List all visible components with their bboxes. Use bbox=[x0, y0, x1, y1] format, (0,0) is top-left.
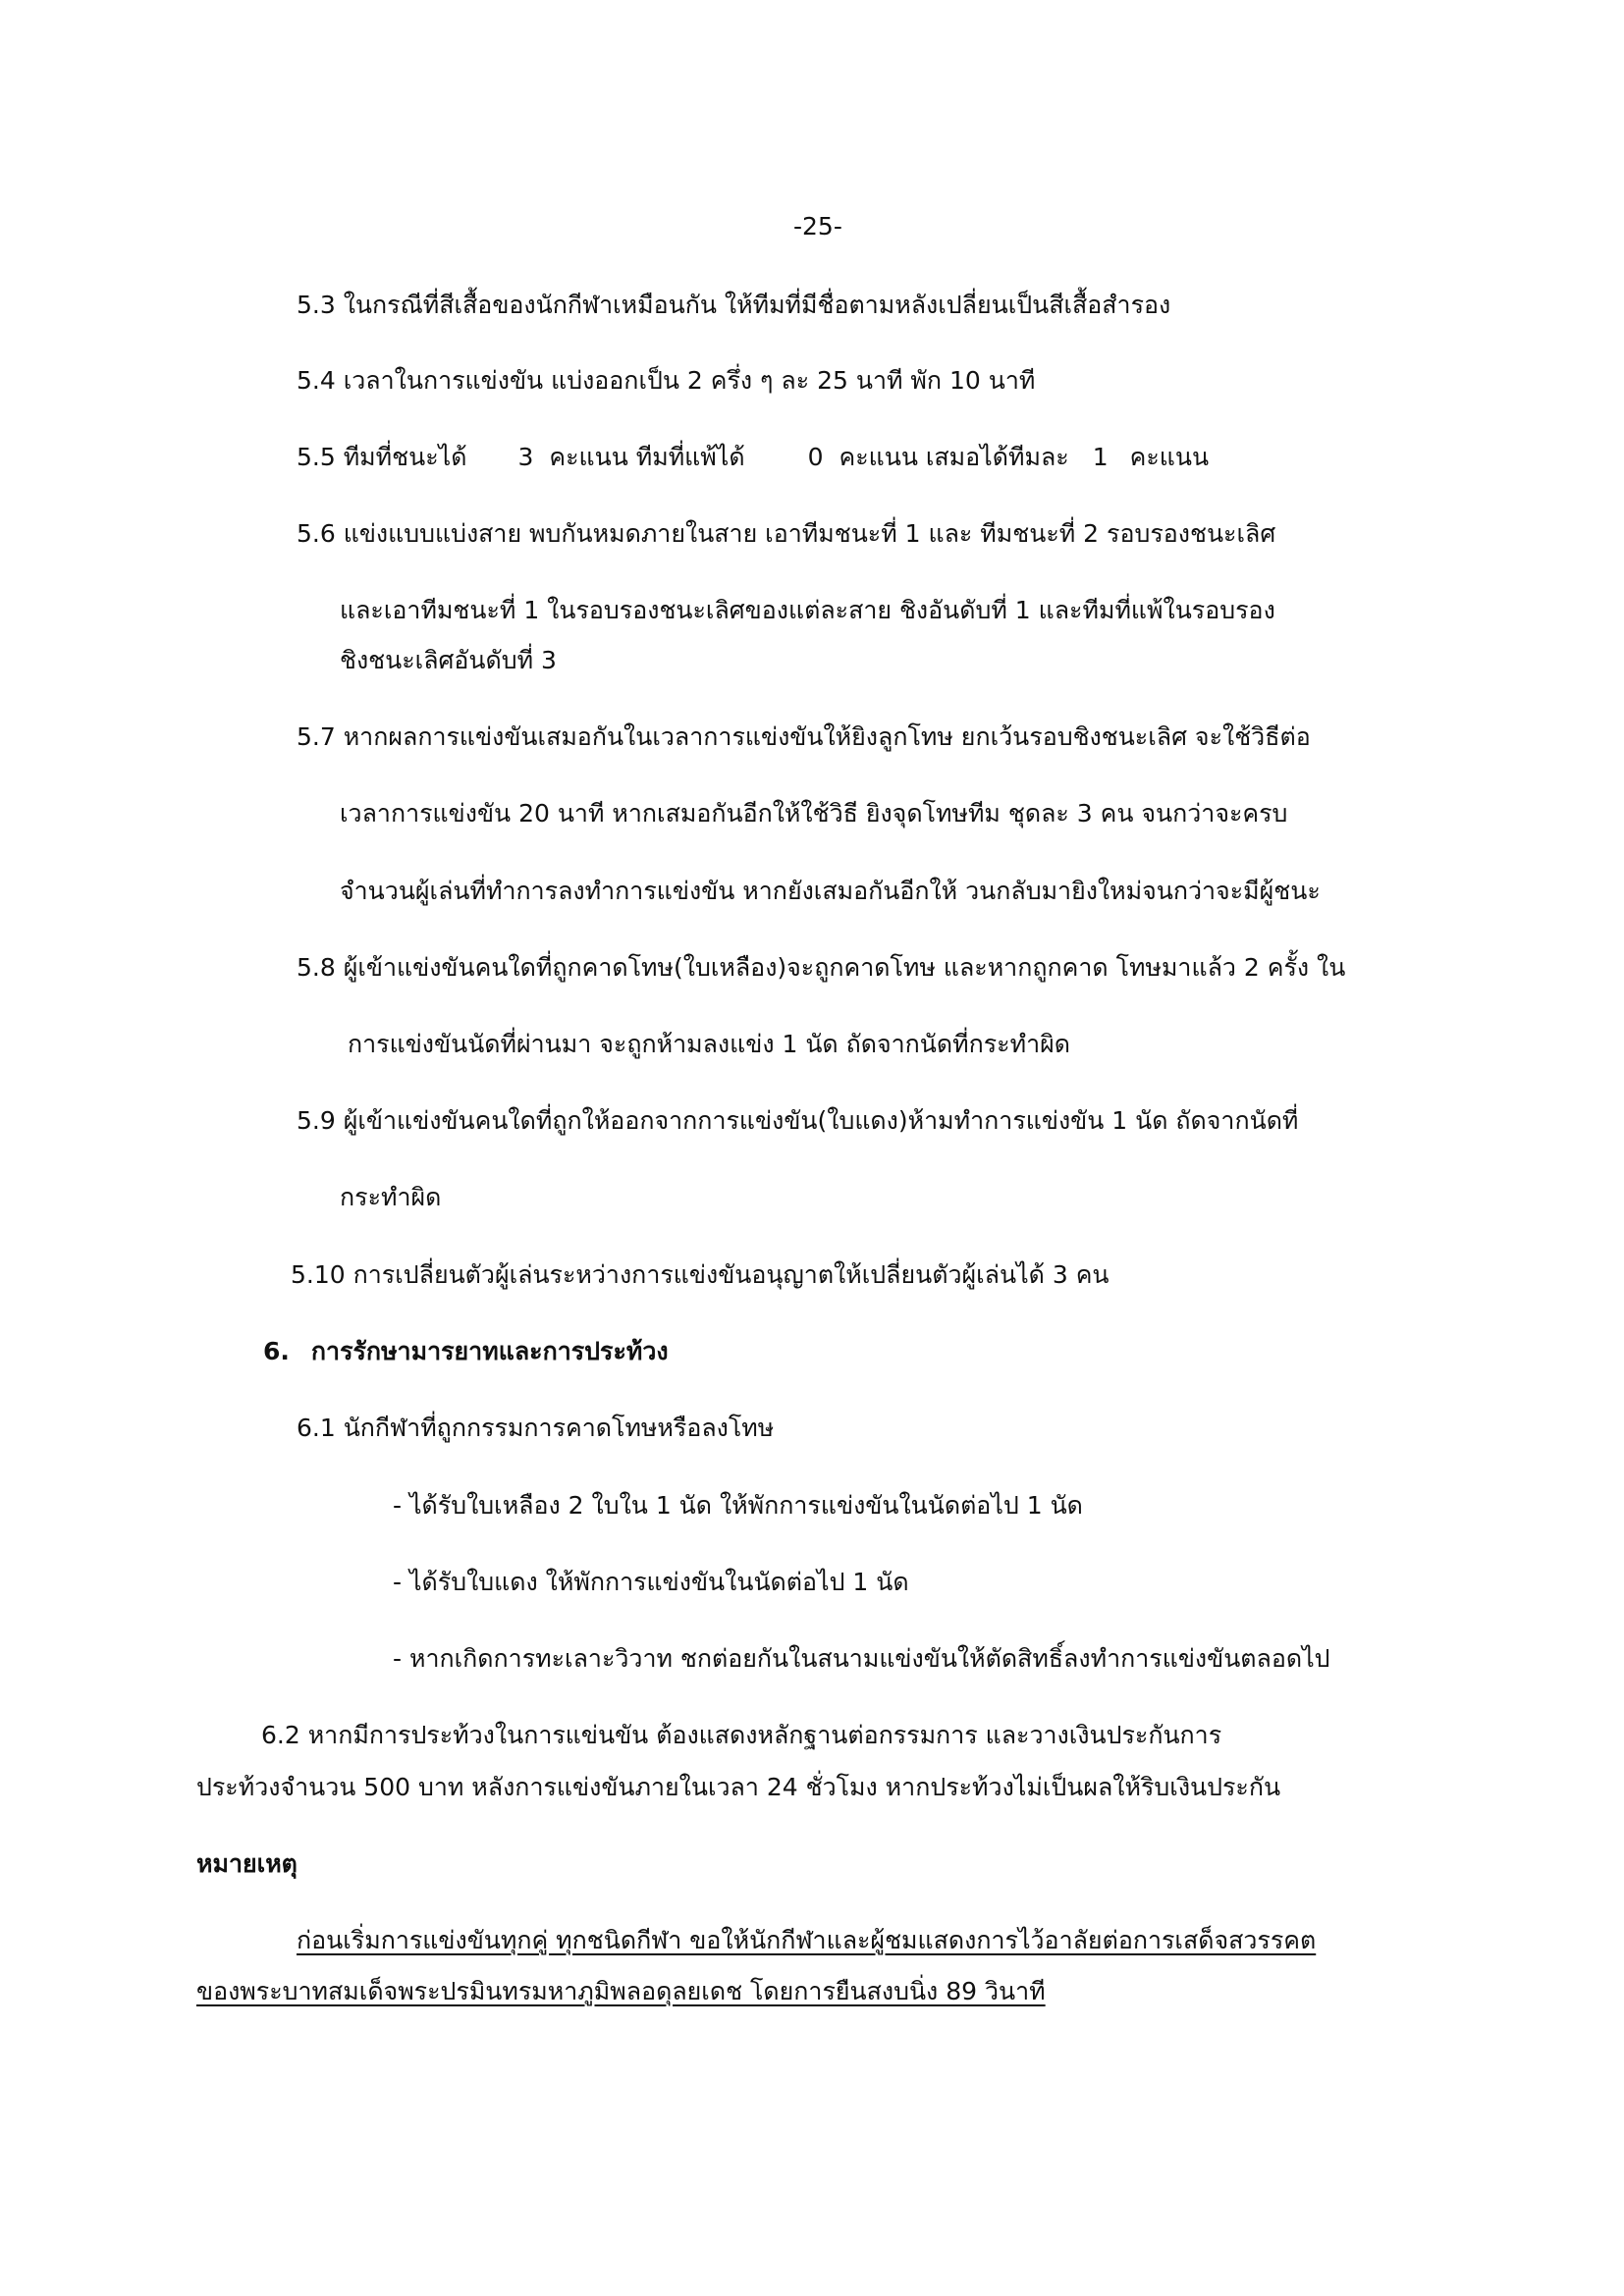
rule-5-5-label-a: คะแนน ทีมที่แพ้ได้ bbox=[549, 443, 745, 471]
rule-5-9-line-1: 5.9 ผู้เข้าแข่งขันคนใดที่ถูกให้ออกจากการแข่งขัน(ใบแดง)ห้ามทำการแข่งขัน 1 นัด ถัดจากนัดที่ bbox=[297, 1106, 1299, 1135]
bullet-yellow-card: - ได้รับใบเหลือง 2 ใบใน 1 นัด ให้พักการแข่งขันในนัดต่อไป 1 นัด bbox=[393, 1491, 1083, 1520]
rule-5-3: 5.3 ในกรณีที่สีเสื้อของนักกีฬาเหมือนกัน ให้ทีมที่มีชื่อตามหลังเปลี่ยนเป็นสีเสื้อสำรอง bbox=[297, 291, 1171, 319]
rule-5-5-label-c: คะแนน bbox=[1129, 443, 1210, 471]
note-line-2: ของพระบาทสมเด็จพระปรมินทรมหาภูมิพลอดุลยเดช โดยการยืนสงบนิ่ง 89 วินาที bbox=[196, 1977, 1046, 2005]
rule-6-2-line-1: 6.2 หากมีการประท้วงในการแข่นขัน ต้องแสดงหลักฐานต่อกรรมการ และวางเงินประกันการ bbox=[261, 1721, 1222, 1749]
rule-6-2-line-2: ประท้วงจำนวน 500 บาท หลังการแข่งขันภายในเวลา 24 ชั่วโมง หากประท้วงไม่เป็นผลให้ริบเงินประกัน bbox=[196, 1773, 1281, 1801]
section-6-number: 6. bbox=[263, 1337, 290, 1365]
rule-5-10: 5.10 การเปลี่ยนตัวผู้เล่นระหว่างการแข่งขันอนุญาตให้เปลี่ยนตัวผู้เล่นได้ 3 คน bbox=[291, 1260, 1110, 1289]
rule-5-5-prefix: 5.5 ทีมที่ชนะได้ bbox=[297, 443, 467, 471]
rule-5-5-label-b: คะแนน เสมอได้ทีมละ bbox=[839, 443, 1069, 471]
rule-5-4: 5.4 เวลาในการแข่งขัน แบ่งออกเป็น 2 ครึ่ง ๆ ละ 25 นาที พัก 10 นาที bbox=[297, 366, 1036, 395]
rule-5-9-line-2: กระทำผิด bbox=[340, 1183, 442, 1211]
note-line-1: ก่อนเริ่มการแข่งขันทุกคู่ ทุกชนิดกีฬา ขอให้นักกีฬาและผู้ชมแสดงการไว้อาลัยต่อการเสด็จสวรรคต bbox=[297, 1926, 1317, 1954]
rule-5-7-line-2: เวลาการแข่งขัน 20 นาที หากเสมอกันอีกให้ใช้วิธี ยิงจุดโทษทีม ชุดละ 3 คน จนกว่าจะครบ bbox=[340, 799, 1288, 828]
page-number: -25- bbox=[793, 212, 842, 240]
draw-points: 1 bbox=[1092, 443, 1109, 471]
section-6-heading bbox=[263, 1339, 669, 1363]
section-6-title: การรักษามารยาทและการประท้วง bbox=[310, 1337, 669, 1365]
rule-6-1: 6.1 นักกีฬาที่ถูกกรรมการคาดโทษหรือลงโทษ bbox=[297, 1414, 775, 1442]
bullet-red-card: - ได้รับใบแดง ให้พักการแข่งขันในนัดต่อไป 1 นัด bbox=[393, 1568, 909, 1596]
rule-5-6-line-2: และเอาทีมชนะที่ 1 ในรอบรองชนะเลิศของแต่ละสาย ชิงอันดับที่ 1 และทีมที่แพ้ในรอบรอง bbox=[340, 596, 1275, 624]
bullet-fight: - หากเกิดการทะเลาะวิวาท ชกต่อยกันในสนามแข่งขันให้ตัดสิทธิ์ลงทำการแข่งขันตลอดไป bbox=[393, 1644, 1330, 1673]
note-heading: หมายเหตุ bbox=[196, 1849, 298, 1878]
rule-5-6-line-1: 5.6 แข่งแบบแบ่งสาย พบกันหมดภายในสาย เอาทีมชนะที่ 1 และ ทีมชนะที่ 2 รอบรองชนะเลิศ bbox=[297, 519, 1276, 548]
win-points: 3 bbox=[517, 443, 534, 471]
rule-5-6-line-3: ชิงชนะเลิศอันดับที่ 3 bbox=[340, 646, 557, 674]
rule-5-8-line-1: 5.8 ผู้เข้าแข่งขันคนใดที่ถูกคาดโทษ(ใบเหลือง)จะถูกคาดโทษ และหากถูกคาด โทษมาแล้ว 2 ครั้ง ใน bbox=[297, 953, 1346, 982]
rule-5-5 bbox=[297, 445, 1209, 469]
rule-5-8-line-2: การแข่งขันนัดที่ผ่านมา จะถูกห้ามลงแข่ง 1 นัด ถัดจากนัดที่กระทำผิด bbox=[348, 1030, 1070, 1058]
rule-5-7-line-3: จำนวนผู้เล่นที่ทำการลงทำการแข่งขัน หากยังเสมอกันอีกให้ วนกลับมายิงใหม่จนกว่าจะมีผู้ชนะ bbox=[340, 877, 1321, 905]
rule-5-7-line-1: 5.7 หากผลการแข่งขันเสมอกันในเวลาการแข่งขันให้ยิงลูกโทษ ยกเว้นรอบชิงชนะเลิศ จะใช้วิธีต่อ bbox=[297, 722, 1311, 751]
lose-points: 0 bbox=[807, 443, 824, 471]
